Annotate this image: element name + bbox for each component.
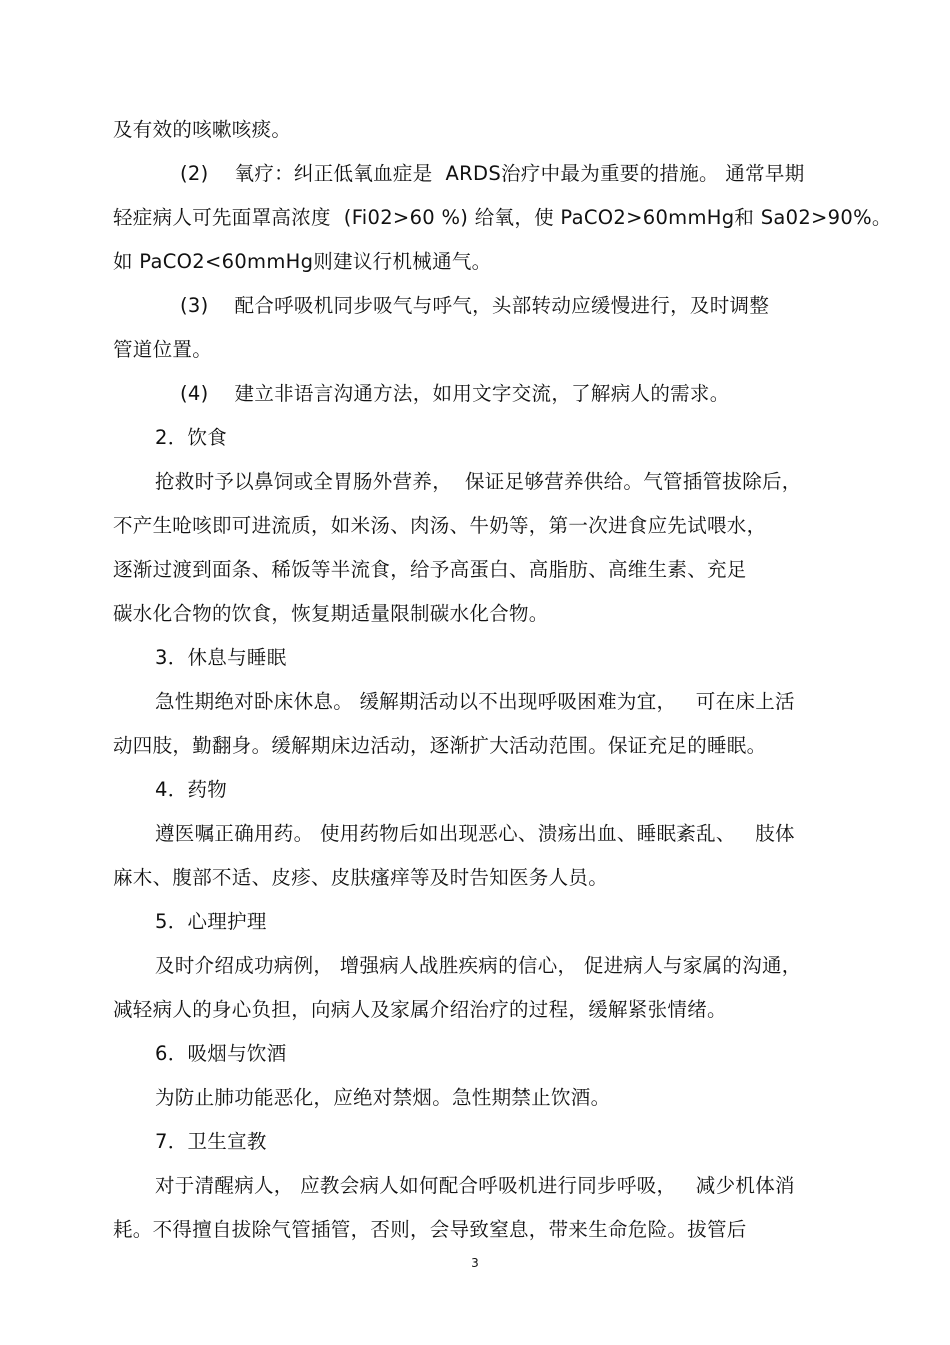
text-line: 麻木、腹部不适、皮疹、皮肤瘙痒等及时告知医务人员。: [113, 866, 609, 889]
text-line: 遵医嘱正确用药。 使用药物后如出现恶心、溃疡出血、睡眠紊乱、 肢体: [155, 822, 795, 845]
text-line: 及时介绍成功病例， 增强病人战胜疾病的信心， 促进病人与家属的沟通，: [155, 954, 802, 977]
text-line: 减轻病人的身心负担，向病人及家属介绍治疗的过程，缓解紧张情绪。: [113, 998, 727, 1021]
text-line: (4) 建立非语言沟通方法，如用文字交流，了解病人的需求。: [180, 382, 730, 405]
text-line: (3) 配合呼吸机同步吸气与呼气，头部转动应缓慢进行，及时调整: [180, 294, 770, 317]
text-line: 轻症病人可先面罩高浓度 (Fi02>60 %) 给氧，使 PaCO2>60mmHg和 Sa02>90%。: [113, 206, 892, 229]
section-heading: 5．心理护理: [155, 910, 267, 933]
text-line: 动四肢，勤翻身。缓解期床边活动，逐渐扩大活动范围。保证充足的睡眠。: [113, 734, 767, 757]
text-line: 为防止肺功能恶化，应绝对禁烟。急性期禁止饮酒。: [155, 1086, 611, 1109]
text-line: 逐渐过渡到面条、稀饭等半流食，给予高蛋白、高脂肪、高维生素、充足: [113, 558, 747, 581]
text-line: 管道位置。: [113, 338, 213, 361]
text-line: 急性期绝对卧床休息。 缓解期活动以不出现呼吸困难为宜， 可在床上活: [155, 690, 795, 713]
section-heading: 3．休息与睡眠: [155, 646, 287, 669]
text-line: 如 PaCO2<60mmHg则建议行机械通气。: [113, 250, 492, 273]
text-line: 及有效的咳嗽咳痰。: [113, 118, 292, 141]
text-line: 抢救时予以鼻饲或全胃肠外营养， 保证足够营养供给。气管插管拔除后，: [155, 470, 802, 493]
text-line: 耗。不得擅自拔除气管插管，否则，会导致窒息，带来生命危险。拔管后: [113, 1218, 747, 1241]
text-line: 对于清醒病人， 应教会病人如何配合呼吸机进行同步呼吸， 减少机体消: [155, 1174, 795, 1197]
page-number: 3: [471, 1256, 479, 1270]
section-heading: 2．饮食: [155, 426, 228, 449]
text-line: (2) 氧疗：纠正低氧血症是 ARDS治疗中最为重要的措施。 通常早期: [180, 162, 805, 185]
section-heading: 7．卫生宣教: [155, 1130, 267, 1153]
text-line: 不产生呛咳即可进流质，如米汤、肉汤、牛奶等，第一次进食应先试喂水，: [113, 514, 767, 537]
text-line: 碳水化合物的饮食，恢复期适量限制碳水化合物。: [113, 602, 549, 625]
section-heading: 4．药物: [155, 778, 228, 801]
section-heading: 6．吸烟与饮酒: [155, 1042, 287, 1065]
